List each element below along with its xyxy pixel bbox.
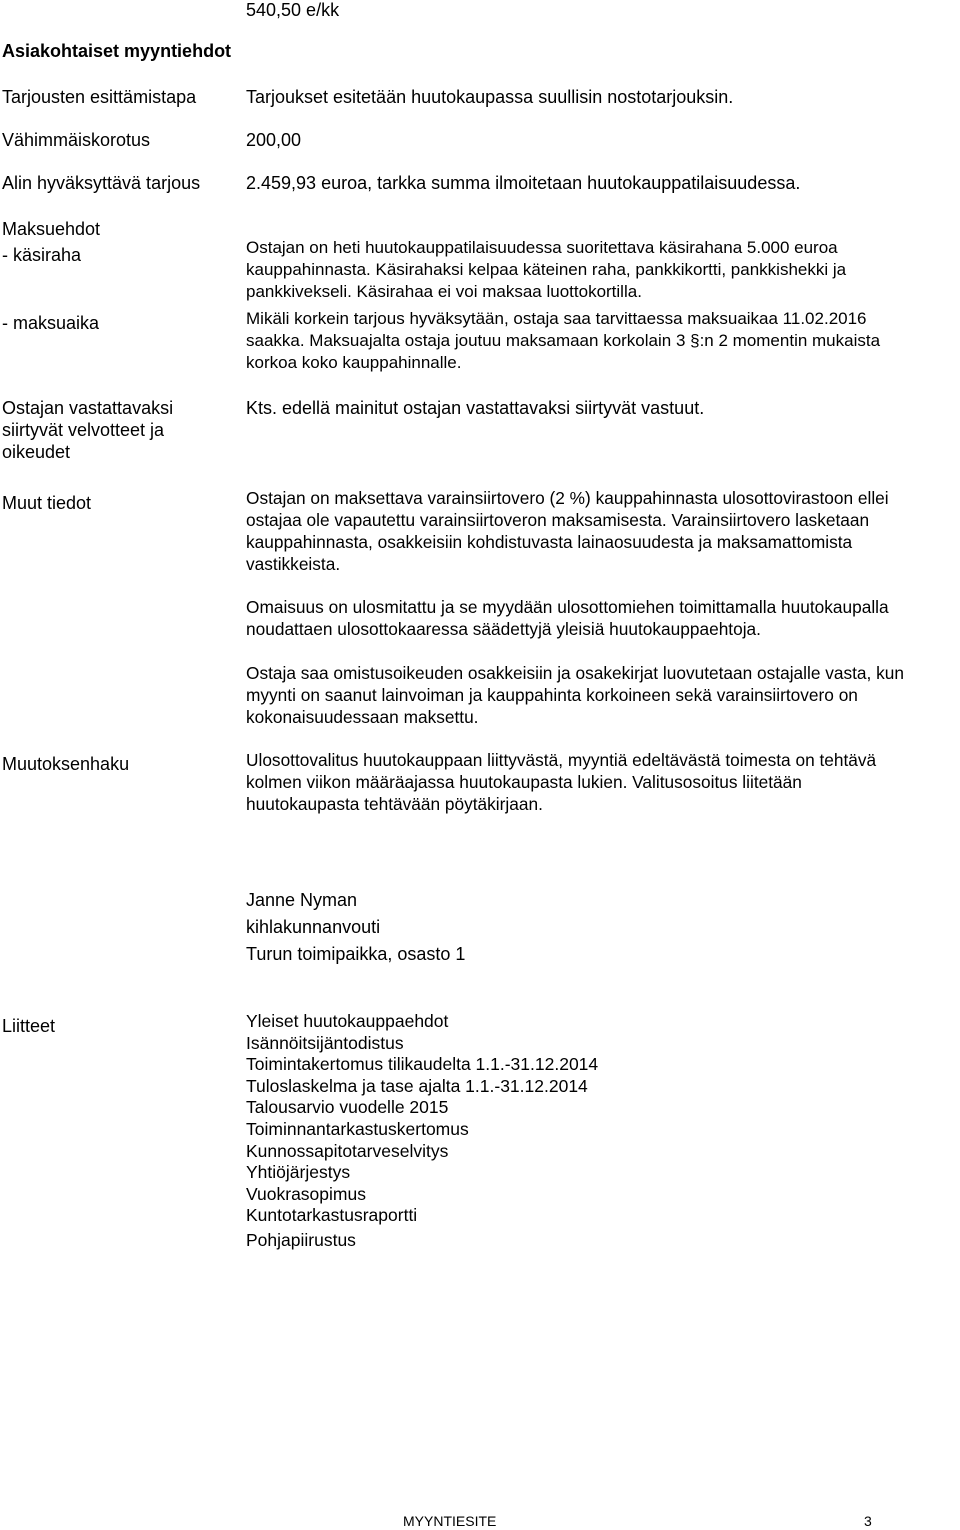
payment-terms-label: Maksuehdot xyxy=(2,219,101,239)
attachment-item: Toiminnantarkastuskertomus xyxy=(246,1118,469,1139)
payment-time-value: Mikäli korkein tarjous hyväksytään, ostaja saa tarvittaessa maksuaikaa 11.02.2016 saakka. Maksuajalta ostaja joutuu maksamaan korkolain 3 §:n 2 momentin mukaista korkoa koko kauppahinnalle. xyxy=(246,309,881,372)
min-increment-value: 200,00 xyxy=(246,130,302,150)
attachment-item: Pohjapiirustus xyxy=(246,1229,356,1250)
signatory-title: kihlakunnanvouti xyxy=(246,917,381,937)
signatory-office: Turun toimipaikka, osasto 1 xyxy=(246,944,466,964)
distraint-paragraph: Omaisuus on ulosmitattu ja se myydään ulosottomiehen toimittamalla huutokaupalla noudattaen ulosottokaaressa säädettyjä yleisiä huutokauppaehtoja. xyxy=(246,597,889,639)
offer-method-label: Tarjousten esittämistapa xyxy=(2,87,197,107)
other-info-label: Muut tiedot xyxy=(2,493,92,513)
attachment-item: Kuntotarkastusraportti xyxy=(246,1205,418,1226)
attachment-item: Talousarvio vuodelle 2015 xyxy=(246,1097,449,1118)
attachments-label: Liitteet xyxy=(2,1016,56,1036)
attachment-item: Tuloslaskelma ja tase ajalta 1.1.-31.12.2014 xyxy=(246,1075,588,1096)
min-increment-label: Vähimmäiskorotus xyxy=(2,130,151,150)
payment-time-label: - maksuaika xyxy=(2,313,100,333)
obligations-label: Ostajan vastattavaksi siirtyvät velvotteet ja oikeudet xyxy=(2,398,174,462)
appeal-value: Ulosottovalitus huutokauppaan liittyvästä, myyntiä edeltävästä toimesta on tehtävä kolmen viikon määräajassa huutokaupasta lukien. Valitusosoitus liitetään huutokaupasta tehtävään pöytäkirjaan. xyxy=(246,750,877,814)
monthly-charge: 540,50 e/kk xyxy=(246,0,340,20)
lowest-offer-value: 2.459,93 euroa, tarkka summa ilmoitetaan huutokauppatilaisuudessa. xyxy=(246,173,801,193)
ownership-paragraph: Ostaja saa omistusoikeuden osakkeisiin ja osakekirjat luovutetaan ostajalle vasta, kun myynti on saanut lainvoiman ja kauppahinta korkoineen sekä varainsiirtovero on kokonaisuudessaan maksettu. xyxy=(246,663,905,727)
appeal-label: Muutoksenhaku xyxy=(2,754,130,774)
cash-deposit-value: Ostajan on heti huutokauppatilaisuudessa suoritettava käsirahana 5.000 euroa kauppahinnasta. Käsirahaksi kelpaa käteinen raha, pankkikortti, pankkishekki ja pankkivekseli. Käsirahaa ei voi maksaa luottokortilla. xyxy=(246,238,847,301)
attachment-item: Vuokrasopimus xyxy=(246,1183,366,1204)
attachment-item: Kunnossapitotarveselvitys xyxy=(246,1140,449,1161)
transfer-tax-paragraph: Ostajan on maksettava varainsiirtovero (2 %) kauppahinnasta ulosottovirastoon ellei ostajaa ole vapautettu varainsiirtoveron maksamisesta. Varainsiirtovero lasketaan kauppahinnasta, osakkeisiin kohdistuvasta lainaosuudesta ja maksamattomista vastikkeista. xyxy=(246,488,889,574)
offer-method-value: Tarjoukset esitetään huutokaupassa suullisin nostotarjouksin. xyxy=(246,87,734,107)
section-title: Asiakohtaiset myyntiehdot xyxy=(2,41,232,61)
attachment-item: Yhtiöjärjestys xyxy=(246,1162,351,1183)
footer-document-name: MYYNTIESITE xyxy=(403,1513,497,1529)
attachments-list xyxy=(246,1011,598,1252)
cash-deposit-label: - käsiraha xyxy=(2,245,82,265)
attachment-item: Toimintakertomus tilikaudelta 1.1.-31.12.2014 xyxy=(246,1054,599,1075)
signatory-name: Janne Nyman xyxy=(246,890,358,910)
attachment-item: Yleiset huutokauppaehdot xyxy=(246,1011,449,1031)
lowest-offer-label: Alin hyväksyttävä tarjous xyxy=(2,173,201,193)
attachment-item: Isännöitsijäntodistus xyxy=(246,1032,404,1053)
obligations-value: Kts. edellä mainitut ostajan vastattavaksi siirtyvät vastuut. xyxy=(246,398,705,418)
footer-page-number: 3 xyxy=(864,1513,872,1529)
